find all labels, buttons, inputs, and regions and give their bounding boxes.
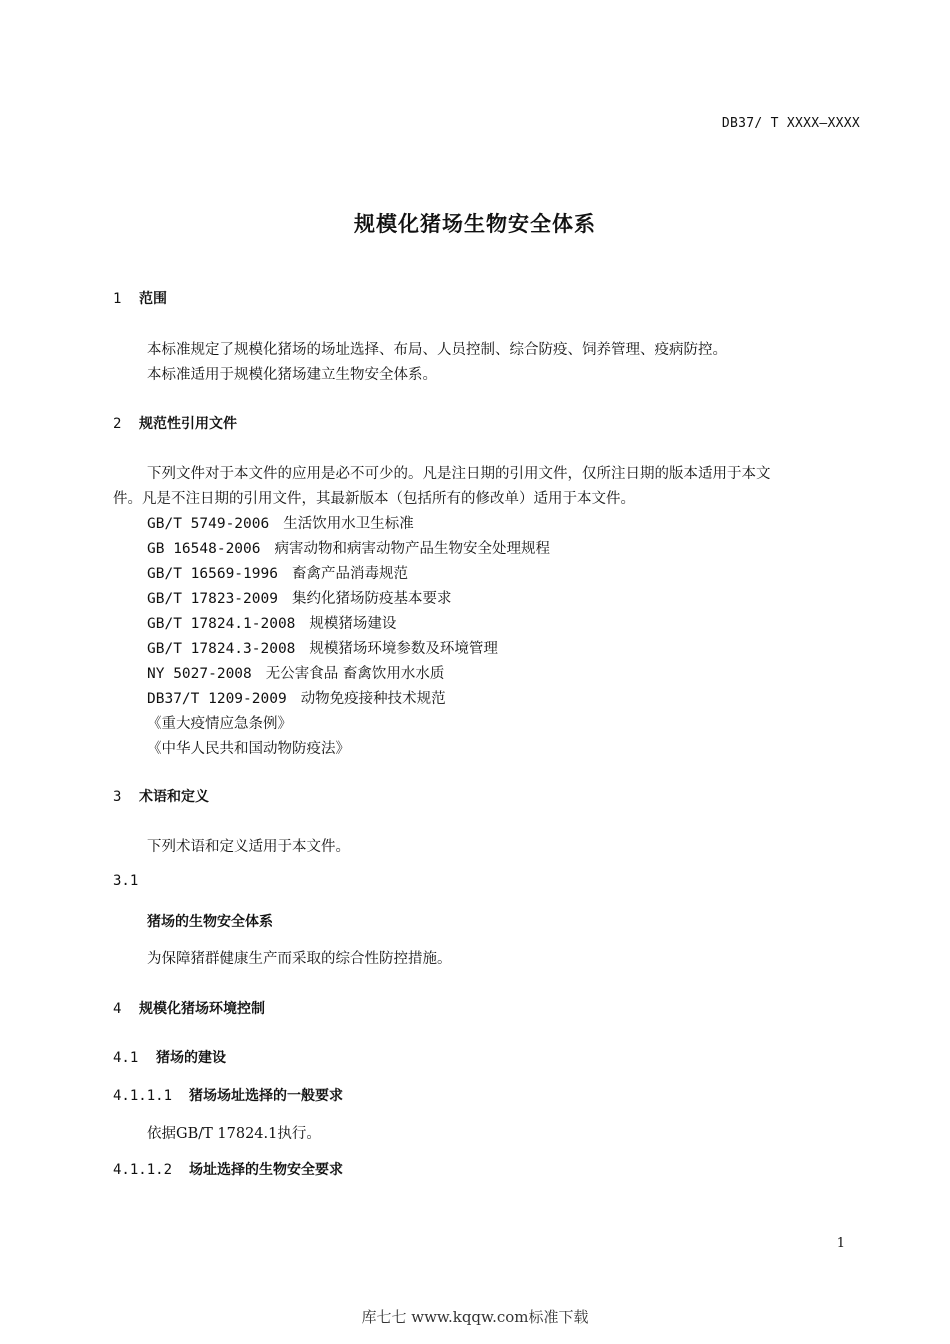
section-2-intro-line-2: 件。凡是不注日期的引用文件，其最新版本（包括所有的修改单）适用于本文件。 bbox=[113, 491, 635, 507]
section-4-heading bbox=[113, 998, 265, 1018]
section-2-title: 规范性引用文件 bbox=[139, 416, 237, 432]
item-4-1-1-2-title: 场址选择的生物安全要求 bbox=[189, 1162, 343, 1178]
item-4-1-1-2-heading bbox=[113, 1159, 343, 1179]
section-3-intro: 下列术语和定义适用于本文件。 bbox=[147, 839, 350, 855]
item-4-1-1-1-heading bbox=[113, 1085, 343, 1105]
section-1-heading bbox=[113, 288, 167, 308]
reference-item bbox=[147, 637, 498, 658]
reference-code: GB/T 16569-1996 bbox=[147, 566, 278, 582]
reference-title: 生活饮用水卫生标准 bbox=[283, 516, 414, 532]
page-number: 1 bbox=[836, 1236, 845, 1251]
reference-item bbox=[147, 687, 446, 708]
section-4-title: 规模化猪场环境控制 bbox=[139, 1001, 265, 1017]
section-3-heading bbox=[113, 786, 209, 806]
reference-code: GB/T 5749-2006 bbox=[147, 516, 270, 532]
reference-code: GB 16548-2006 bbox=[147, 541, 261, 557]
reference-item bbox=[147, 562, 408, 583]
document-code: DB37/ T XXXX—XXXX bbox=[721, 116, 860, 131]
subsection-4-1-title: 猪场的建设 bbox=[156, 1050, 226, 1066]
section-1-paragraph: 本标准规定了规模化猪场的场址选择、布局、人员控制、综合防疫、饲养管理、疫病防控。 bbox=[147, 342, 727, 358]
reference-title: 病害动物和病害动物产品生物安全处理规程 bbox=[274, 541, 550, 557]
reference-title: 畜禽产品消毒规范 bbox=[291, 566, 408, 582]
reference-title: 动物免疫接种技术规范 bbox=[300, 691, 446, 707]
reference-title: 无公害食品 畜禽饮用水水质 bbox=[265, 666, 445, 682]
item-4-1-1-2-number: 4.1.1.2 bbox=[113, 1162, 173, 1178]
reference-title: 规模猪场环境参数及环境管理 bbox=[309, 641, 498, 657]
item-4-1-1-1-number: 4.1.1.1 bbox=[113, 1088, 173, 1104]
item-4-1-1-1-text: 依据GB/T 17824.1执行。 bbox=[147, 1126, 321, 1142]
section-2-heading bbox=[113, 413, 237, 433]
section-2-intro-line-1: 下列文件对于本文件的应用是必不可少的。凡是注日期的引用文件，仅所注日期的版本适用于本文 bbox=[147, 466, 771, 482]
term-number: 3.1 bbox=[113, 873, 139, 889]
section-4-number: 4 bbox=[113, 1001, 122, 1017]
subsection-4-1-heading bbox=[113, 1047, 226, 1067]
section-2-number: 2 bbox=[113, 416, 122, 432]
term-name: 猪场的生物安全体系 bbox=[147, 914, 273, 930]
reference-item bbox=[147, 512, 414, 533]
reference-code: GB/T 17824.3-2008 bbox=[147, 641, 296, 657]
regulation-item: 《中华人民共和国动物防疫法》 bbox=[147, 741, 350, 757]
reference-code: GB/T 17824.1-2008 bbox=[147, 616, 296, 632]
reference-code: NY 5027-2008 bbox=[147, 666, 252, 682]
section-3-title: 术语和定义 bbox=[139, 789, 209, 805]
term-definition: 为保障猪群健康生产而采取的综合性防控措施。 bbox=[147, 951, 452, 967]
section-1-number: 1 bbox=[113, 291, 122, 307]
section-3-number: 3 bbox=[113, 789, 122, 805]
section-1-title: 范围 bbox=[139, 291, 167, 307]
subsection-4-1-number: 4.1 bbox=[113, 1050, 139, 1066]
reference-title: 集约化猪场防疫基本要求 bbox=[291, 591, 452, 607]
item-4-1-1-1-title: 猪场场址选择的一般要求 bbox=[189, 1088, 343, 1104]
reference-item bbox=[147, 537, 550, 558]
reference-code: DB37/T 1209-2009 bbox=[147, 691, 287, 707]
regulation-item: 《重大疫情应急条例》 bbox=[147, 716, 292, 732]
reference-title: 规模猪场建设 bbox=[309, 616, 397, 632]
section-1-paragraph: 本标准适用于规模化猪场建立生物安全体系。 bbox=[147, 367, 437, 383]
reference-item bbox=[147, 612, 396, 633]
reference-item bbox=[147, 662, 444, 683]
reference-code: GB/T 17823-2009 bbox=[147, 591, 278, 607]
reference-item bbox=[147, 587, 451, 608]
footer-watermark: 库七七 www.kqqw.com标准下载 bbox=[361, 1308, 589, 1326]
document-title: 规模化猪场生物安全体系 bbox=[354, 212, 596, 236]
